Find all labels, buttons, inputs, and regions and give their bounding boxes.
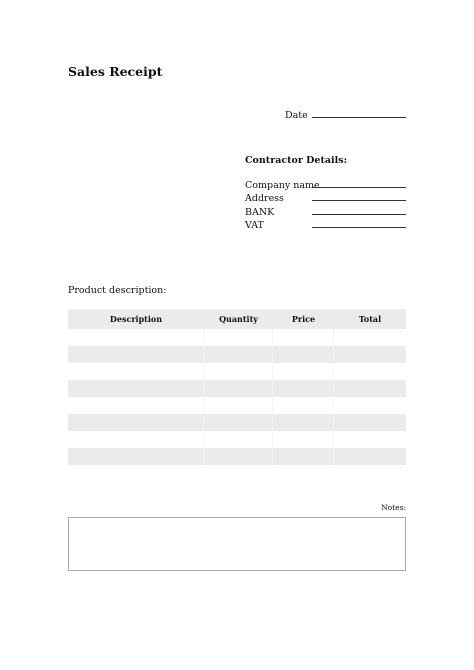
company-name-field[interactable] — [312, 187, 406, 188]
table-header-row — [68, 309, 406, 329]
total-cell[interactable] — [334, 397, 406, 414]
description-cell[interactable] — [68, 380, 204, 397]
total-cell[interactable] — [334, 346, 406, 363]
quantity-cell[interactable] — [204, 329, 273, 346]
document-title: Sales Receipt — [68, 64, 163, 79]
address-field[interactable] — [312, 200, 406, 201]
price-cell[interactable] — [273, 380, 334, 397]
company-name-label: Company name — [245, 180, 320, 191]
notes-label: Notes: — [381, 503, 406, 512]
total-cell[interactable] — [334, 363, 406, 380]
column-header-total: Total — [358, 314, 382, 324]
table-row — [68, 397, 406, 414]
date-label: Date — [285, 110, 308, 121]
quantity-cell[interactable] — [204, 380, 273, 397]
price-cell[interactable] — [273, 414, 334, 431]
description-cell[interactable] — [68, 363, 204, 380]
total-cell[interactable] — [334, 431, 406, 448]
product-description-label: Product description: — [68, 285, 167, 296]
price-cell[interactable] — [273, 329, 334, 346]
bank-field[interactable] — [312, 214, 406, 215]
description-cell[interactable] — [68, 448, 204, 465]
table-row — [68, 414, 406, 431]
price-cell[interactable] — [273, 448, 334, 465]
bank-label: BANK — [245, 207, 275, 218]
description-cell[interactable] — [68, 414, 204, 431]
description-cell[interactable] — [68, 431, 204, 448]
table-row — [68, 329, 406, 346]
table-row — [68, 431, 406, 448]
quantity-cell[interactable] — [204, 414, 273, 431]
date-field[interactable] — [312, 117, 406, 118]
total-cell[interactable] — [334, 380, 406, 397]
table-row — [68, 346, 406, 363]
column-header-price: Price — [291, 314, 316, 324]
contractor-heading: Contractor Details: — [245, 155, 348, 166]
address-label: Address — [245, 193, 284, 204]
notes-box[interactable] — [68, 517, 406, 571]
description-cell[interactable] — [68, 346, 204, 363]
quantity-cell[interactable] — [204, 431, 273, 448]
vat-label: VAT — [245, 220, 264, 231]
product-table — [68, 309, 406, 465]
table-row — [68, 380, 406, 397]
description-cell[interactable] — [68, 329, 204, 346]
description-cell[interactable] — [68, 397, 204, 414]
column-header-quantity: Quantity — [219, 314, 258, 324]
total-cell[interactable] — [334, 448, 406, 465]
table-row — [68, 448, 406, 465]
price-cell[interactable] — [273, 363, 334, 380]
total-cell[interactable] — [334, 414, 406, 431]
table-row — [68, 363, 406, 380]
column-header-description: Description — [109, 314, 163, 324]
quantity-cell[interactable] — [204, 448, 273, 465]
quantity-cell[interactable] — [204, 363, 273, 380]
price-cell[interactable] — [273, 431, 334, 448]
price-cell[interactable] — [273, 346, 334, 363]
vat-field[interactable] — [312, 227, 406, 228]
quantity-cell[interactable] — [204, 346, 273, 363]
total-cell[interactable] — [334, 329, 406, 346]
price-cell[interactable] — [273, 397, 334, 414]
quantity-cell[interactable] — [204, 397, 273, 414]
